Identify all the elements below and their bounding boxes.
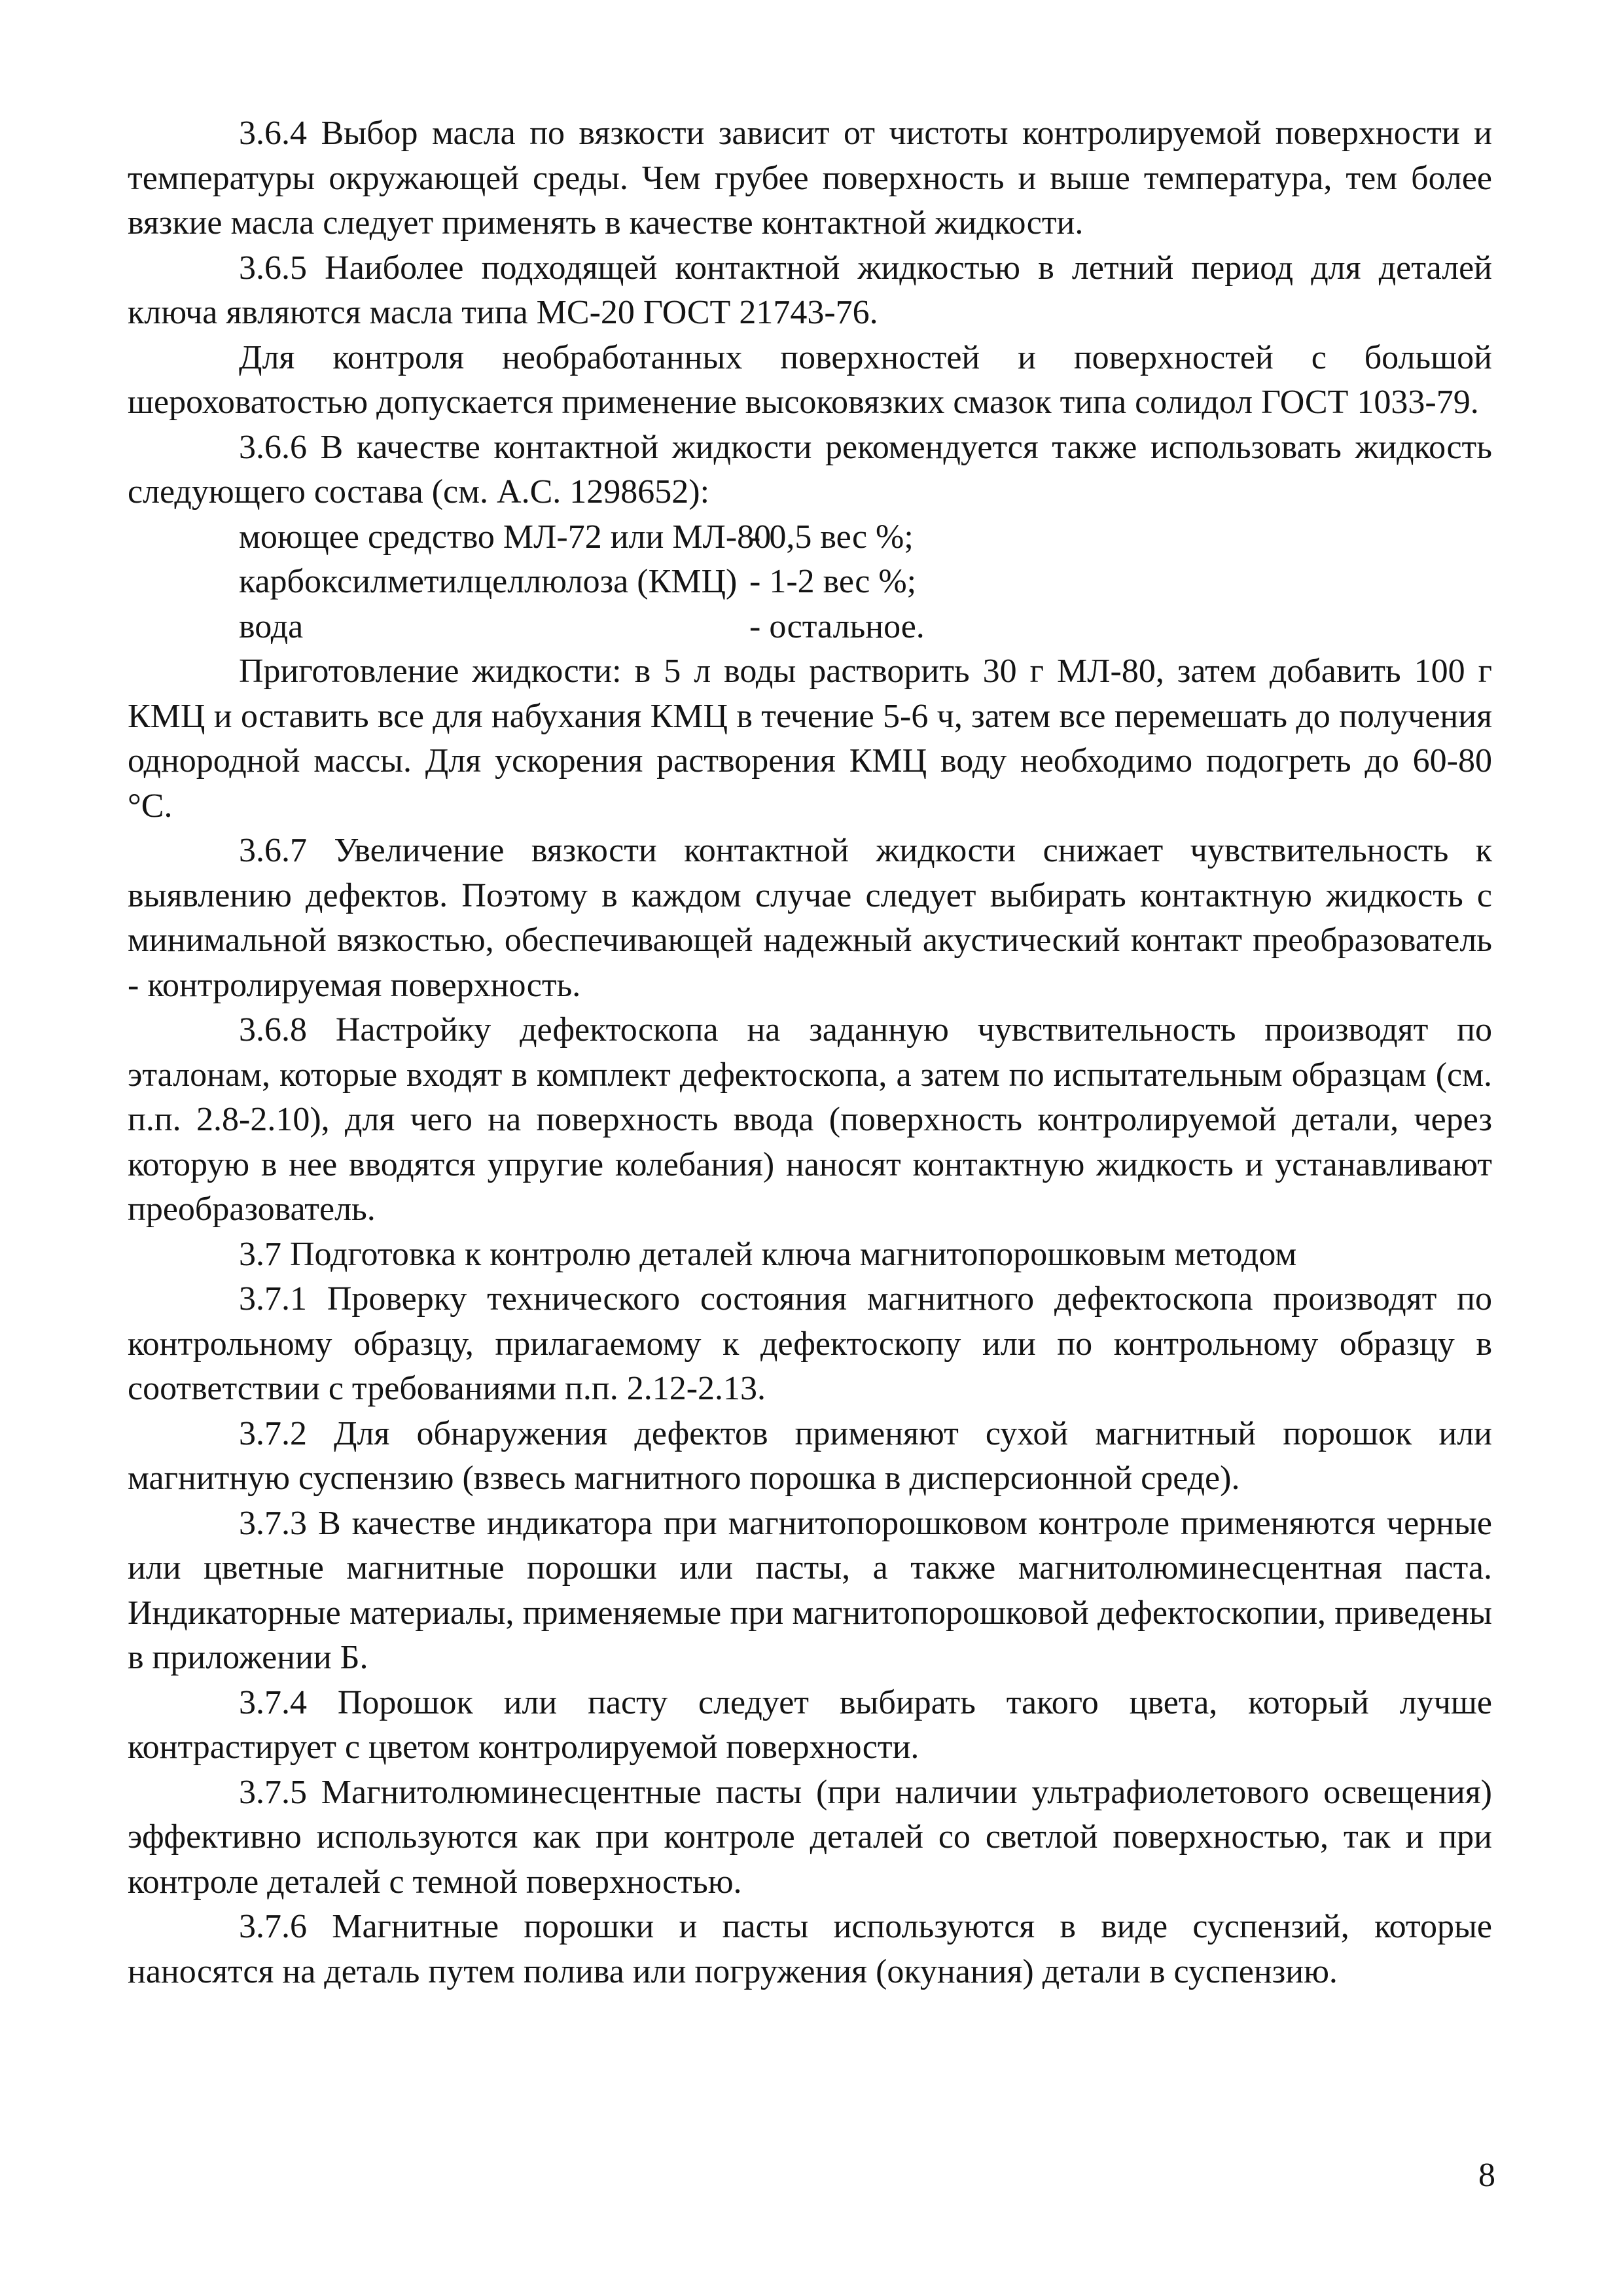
composition-row (239, 560, 1492, 605)
paragraph-3-7-4: 3.7.4 Порошок или пасту следует выбирать такого цвета, который лучше контрастирует с цветом контролируемой поверхности. (128, 1683, 1492, 1766)
component-name: вода (239, 607, 304, 645)
component-name: моющее средство МЛ-72 или МЛ-80 (239, 518, 772, 556)
paragraph-3-7-6: 3.7.6 Магнитные порошки и пасты используются в виде суспензий, которые наносятся на деталь путем полива или погружения (окунания) детали в суспензию. (128, 1908, 1492, 1990)
paragraph-3-6-4: 3.6.4 Выбор масла по вязкости зависит от чистоты контролируемой поверхности и температуры окружающей среды. Чем грубее поверхность и выше температура, тем более вязкие масла следует применять в качестве контактной жидкости. (128, 115, 1492, 242)
component-amount: - 1-2 вес %; (749, 563, 917, 600)
paragraph-3-6-6: 3.6.6 В качестве контактной жидкости рекомендуется также использовать жидкость следующего состава (см. А.С. 1298652): (128, 428, 1492, 511)
liquid-composition-list (128, 515, 1492, 650)
paragraph-preparation: Приготовление жидкости: в 5 л воды растворить 30 г МЛ-80, затем добавить 100 г КМЦ и оставить все для набухания КМЦ в течение 5-6 ч, затем все перемешать до получения однородной массы. Для ускорения растворения КМЦ воду необходимо подогреть до 60-80 °С. (128, 653, 1492, 825)
section-heading-3-7: 3.7 Подготовка к контролю деталей ключа магнитопорошковым методом (239, 1235, 1297, 1273)
paragraph-3-7-1: 3.7.1 Проверку технического состояния магнитного дефектоскопа производят по контрольному образцу, прилагаемому к дефектоскопу или по контрольному образцу в соответствии с требованиями п.п. 2.12-2.13. (128, 1280, 1492, 1407)
paragraph-3-6-5: 3.6.5 Наиболее подходящей контактной жидкостью в летний период для деталей ключа являются масла типа МС-20 ГОСТ 21743-76. (128, 249, 1492, 331)
paragraph-3-7-3: 3.7.3 В качестве индикатора при магнитопорошковом контроле применяются черные или цветные магнитные порошки или пасты, а также магнитолюминесцентная паста. Индикаторные материалы, применяемые при магнитопорошковой дефектоскопии, приведены в приложении Б. (128, 1504, 1492, 1676)
paragraph-3-7-5: 3.7.5 Магнитолюминесцентные пасты (при наличии ультрафиолетового освещения) эффективно используются как при контроле деталей со светлой поверхностью, так и при контроле деталей с темной поверхностью. (128, 1773, 1492, 1901)
paragraph-3-6-7: 3.6.7 Увеличение вязкости контактной жидкости снижает чувствительность к выявлению дефектов. Поэтому в каждом случае следует выбирать контактную жидкость с минимальной вязкостью, обеспечивающей надежный акустический контакт преобразователь - контролируемая поверхность. (128, 832, 1492, 1004)
component-amount: - 0,5 вес %; (749, 518, 914, 556)
paragraph-3-6-8: 3.6.8 Настройку дефектоскопа на заданную чувствительность производят по эталонам, которые входят в комплект дефектоскопа, а затем по испытательным образцам (см. п.п. 2.8-2.10), для чего на поверхность ввода (поверхность контролируемой детали, через которую в нее вводятся упругие колебания) наносят контактную жидкость и устанавливают преобразователь. (128, 1011, 1492, 1228)
paragraph-rough-surfaces: Для контроля необработанных поверхностей и поверхностей с большой шероховатостью допускается применение высоковязких смазок типа солидол ГОСТ 1033-79. (128, 338, 1492, 421)
component-amount: - остальное. (749, 607, 925, 645)
paragraph-3-7-2: 3.7.2 Для обнаружения дефектов применяют сухой магнитный порошок или магнитную суспензию (взвесь магнитного порошка в дисперсионной среде). (128, 1414, 1492, 1497)
composition-row (239, 605, 1492, 650)
component-name: карбоксилметилцеллюлоза (КМЦ) (239, 563, 738, 600)
page-body (128, 111, 1492, 1994)
composition-row (239, 515, 1492, 560)
page-number: 8 (1478, 2157, 1495, 2194)
